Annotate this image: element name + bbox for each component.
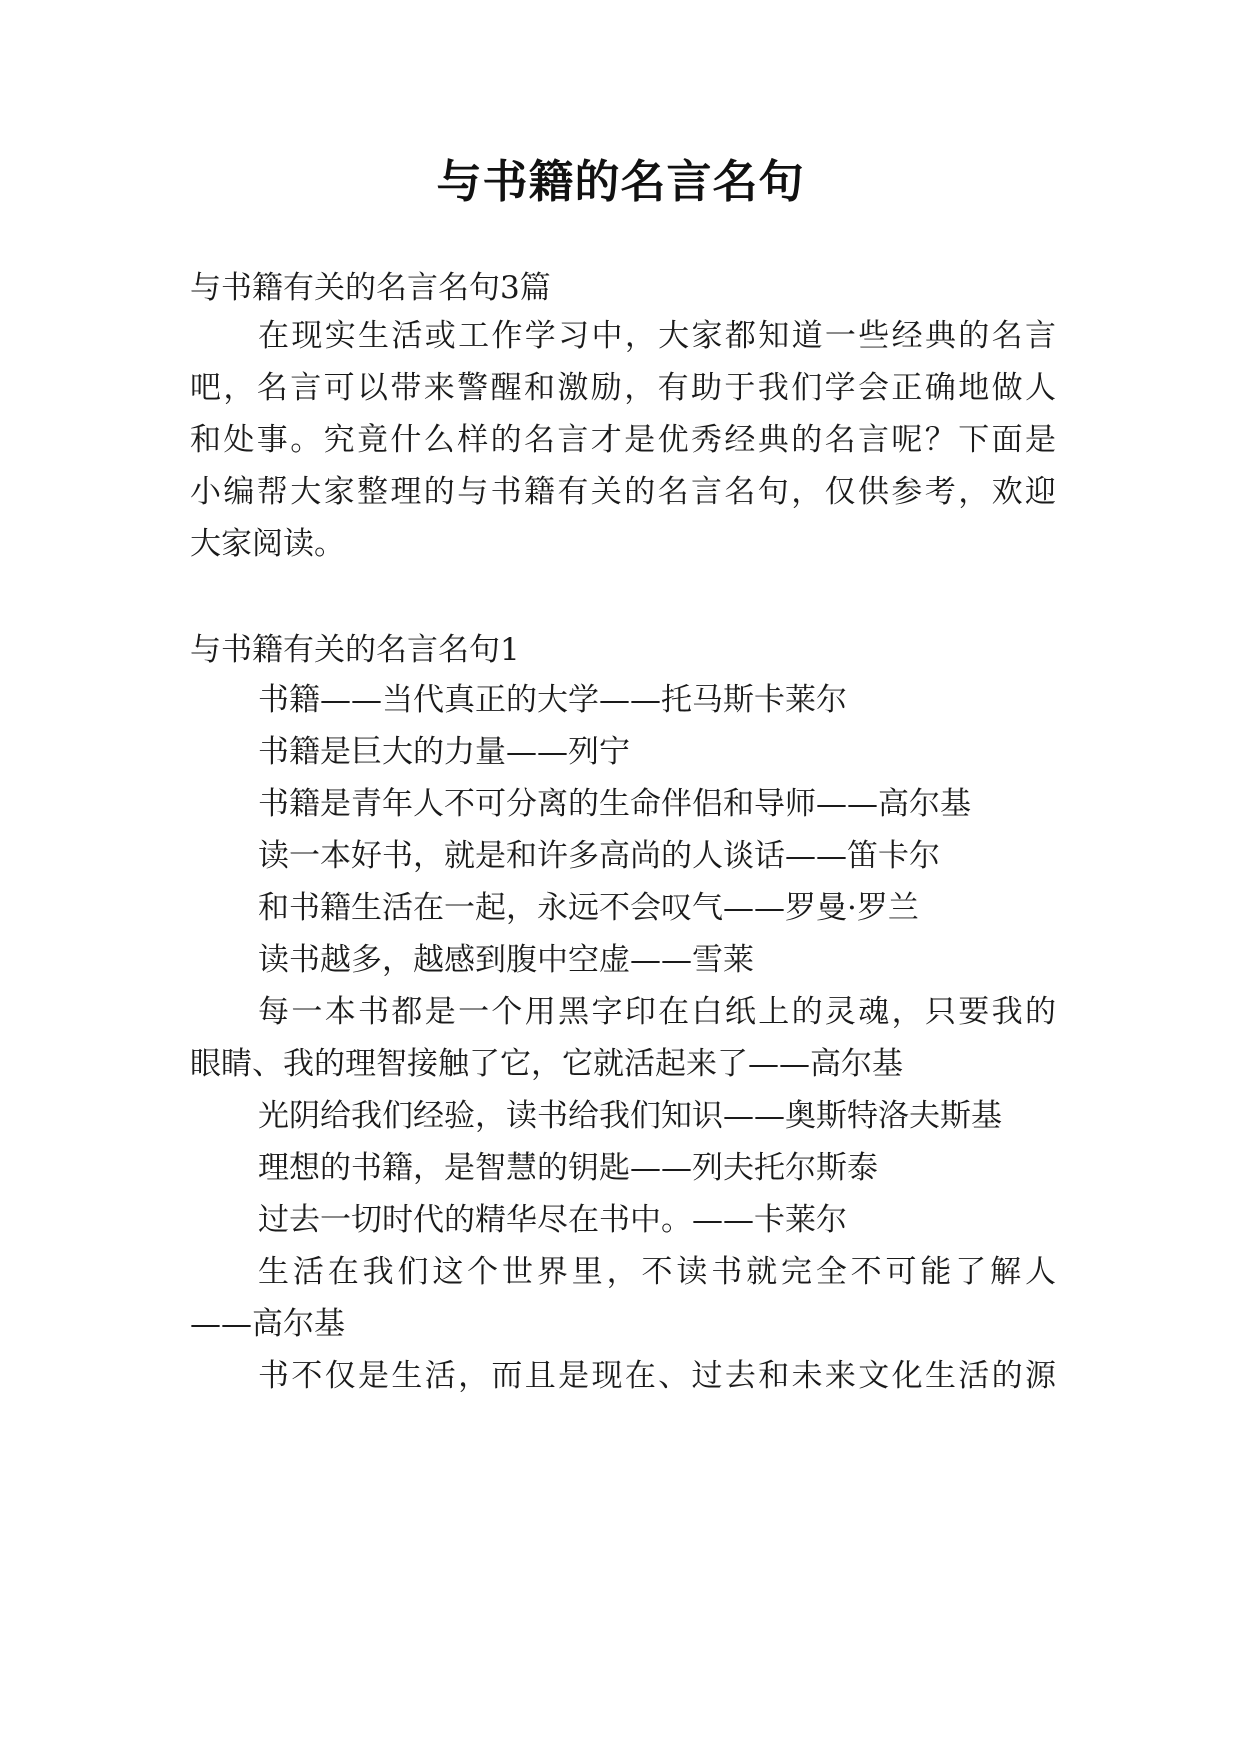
- quote-line-9: 光阴给我们经验，读书给我们知识——奥斯特洛夫斯基: [258, 1098, 1002, 1134]
- intro-line-4: 小编帮大家整理的与书籍有关的名言名句，仅供参考，欢迎: [190, 474, 1056, 510]
- section-heading-1: 与书籍有关的名言名句1: [190, 632, 520, 668]
- quote-line-12: 生活在我们这个世界里，不读书就完全不可能了解人: [258, 1254, 1056, 1290]
- quote-line-13: ——高尔基: [190, 1306, 345, 1342]
- intro-line-1: 在现实生活或工作学习中，大家都知道一些经典的名言: [258, 318, 1056, 354]
- intro-line-2: 吧，名言可以带来警醒和激励，有助于我们学会正确地做人: [190, 370, 1056, 406]
- quote-line-4: 读一本好书，就是和许多高尚的人谈话——笛卡尔: [258, 838, 940, 874]
- quote-line-11: 过去一切时代的精华尽在书中。——卡莱尔: [258, 1202, 847, 1238]
- quote-line-2: 书籍是巨大的力量——列宁: [258, 734, 630, 770]
- quote-line-6: 读书越多，越感到腹中空虚——雪莱: [258, 942, 754, 978]
- quote-line-5: 和书籍生活在一起，永远不会叹气——罗曼·罗兰: [258, 890, 919, 926]
- quote-line-7: 每一本书都是一个用黑字印在白纸上的灵魂，只要我的: [258, 994, 1056, 1030]
- quote-line-8: 眼睛、我的理智接触了它，它就活起来了——高尔基: [190, 1046, 903, 1082]
- intro-line-5: 大家阅读。: [190, 526, 345, 562]
- quote-line-14: 书不仅是生活，而且是现在、过去和未来文化生活的源: [258, 1358, 1056, 1394]
- quote-line-10: 理想的书籍，是智慧的钥匙——列夫托尔斯泰: [258, 1150, 878, 1186]
- main-heading: 与书籍有关的名言名句3篇: [190, 270, 551, 306]
- quote-line-3: 书籍是青年人不可分离的生命伴侣和导师——高尔基: [258, 786, 971, 822]
- quote-line-1: 书籍——当代真正的大学——托马斯卡莱尔: [258, 682, 847, 718]
- page-title: 与书籍的名言名句: [436, 155, 805, 208]
- intro-line-3: 和处事。究竟什么样的名言才是优秀经典的名言呢？下面是: [190, 422, 1056, 458]
